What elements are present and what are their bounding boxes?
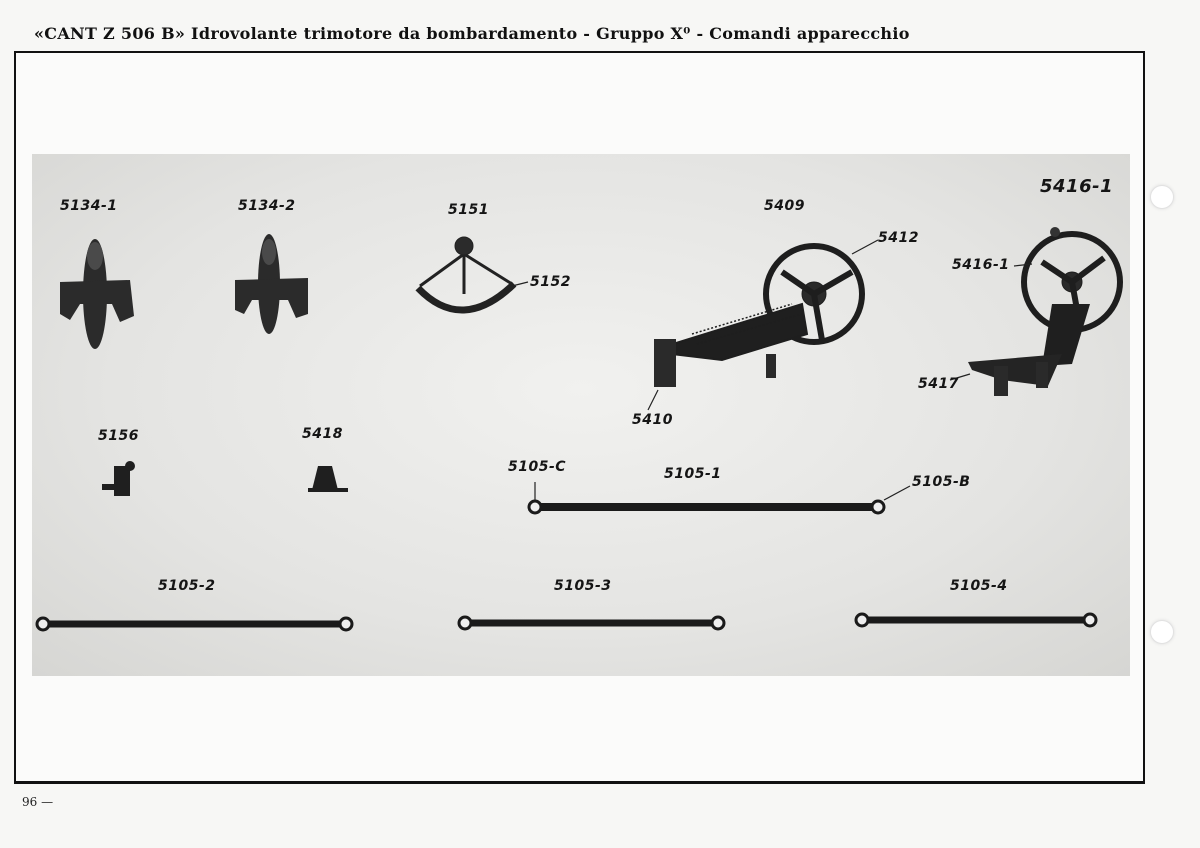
part-5416-1 [968,227,1120,396]
label-5105-1: 5105-1 [664,466,722,482]
label-5134-2: 5134-2 [238,198,296,214]
punch-hole [1150,620,1174,644]
part-5134-2 [235,234,308,334]
part-5105-4 [856,614,1096,626]
label-5152: 5152 [530,274,571,290]
label-5412: 5412 [878,230,919,246]
part-5409 [654,246,862,387]
punch-hole [1150,185,1174,209]
label-5416-1: 5416-1 [952,257,1010,273]
label-5416-1-title: 5416-1 [1040,176,1114,197]
page-number: 96 — [22,795,54,809]
part-5418 [308,466,348,492]
label-5418: 5418 [302,426,343,442]
part-5105-3 [459,617,724,629]
label-5105-c: 5105-C [508,459,567,475]
parts-illustration [32,154,1130,676]
label-5134-1: 5134-1 [60,198,118,214]
part-5151 [418,237,514,310]
label-5409: 5409 [764,198,805,214]
label-5151: 5151 [448,202,489,218]
label-5105-b: 5105-B [912,474,971,490]
part-5105-1 [529,501,884,513]
label-5105-3: 5105-3 [554,578,612,594]
page-title: «CANT Z 506 B» Idrovolante trimotore da bombardamento - Gruppo X⁰ - Comandi apparecchio [34,24,910,43]
label-5410: 5410 [632,412,673,428]
label-5156: 5156 [98,428,139,444]
part-5156 [102,461,135,496]
label-5105-2: 5105-2 [158,578,216,594]
part-5134-1 [60,239,134,349]
label-5417: 5417 [918,376,959,392]
part-5105-2 [37,618,352,630]
parts-photograph [32,154,1130,676]
label-5105-4: 5105-4 [950,578,1008,594]
